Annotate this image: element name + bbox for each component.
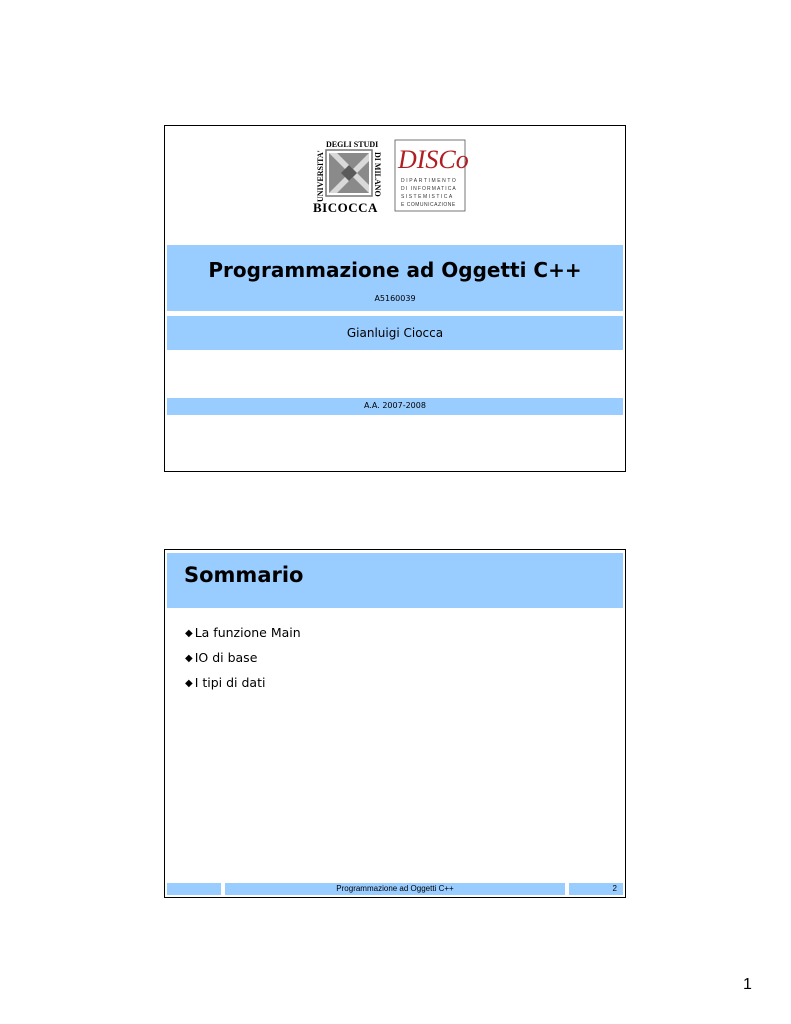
- slide-number: 2: [569, 883, 623, 895]
- year-band: [167, 398, 623, 415]
- bullet-item: [185, 621, 301, 646]
- disco-logo: [395, 140, 469, 211]
- author-band: [167, 316, 623, 350]
- summary-slide: [164, 549, 626, 898]
- unimib-logo: [313, 140, 382, 215]
- slide-title: Sommario: [184, 563, 304, 587]
- author-name: Gianluigi Ciocca: [346, 326, 444, 340]
- disco-line-2: DI INFORMATICA: [401, 186, 457, 192]
- disco-line-3: SISTEMISTICA: [401, 194, 454, 200]
- slide-title-band: [167, 553, 623, 608]
- bullet-item: [185, 646, 301, 671]
- disco-mark: DISCo: [398, 145, 469, 174]
- bullet-item: [185, 671, 301, 696]
- page-number: 1: [743, 976, 752, 993]
- unimib-right-text: DI MILANO: [373, 152, 382, 197]
- unimib-top-text: DEGLI STUDI: [326, 140, 379, 149]
- title-slide: [164, 125, 626, 472]
- diamond-bullet-icon: ◆: [185, 628, 193, 639]
- footer-left-block: [167, 883, 221, 895]
- course-code: A5160039: [374, 294, 416, 303]
- logos: [313, 138, 473, 216]
- footer-title: Programmazione ad Oggetti C++: [225, 883, 565, 895]
- unimib-bottom-text: BICOCCA: [313, 200, 378, 215]
- academic-year: A.A. 2007-2008: [364, 401, 426, 410]
- title-band: [167, 245, 623, 311]
- disco-line-4: E COMUNICAZIONE: [401, 202, 456, 208]
- diamond-bullet-icon: ◆: [185, 653, 193, 664]
- bullet-text: La funzione Main: [194, 625, 301, 640]
- presentation-title: Programmazione ad Oggetti C++: [208, 258, 582, 282]
- disco-line-1: DIPARTIMENTO: [401, 178, 458, 184]
- bullet-text: I tipi di dati: [194, 675, 266, 690]
- bullet-text: IO di base: [194, 650, 258, 665]
- bullet-list: [185, 621, 301, 696]
- unimib-vertical-text: UNIVERSITA': [316, 150, 325, 202]
- diamond-bullet-icon: ◆: [185, 678, 193, 689]
